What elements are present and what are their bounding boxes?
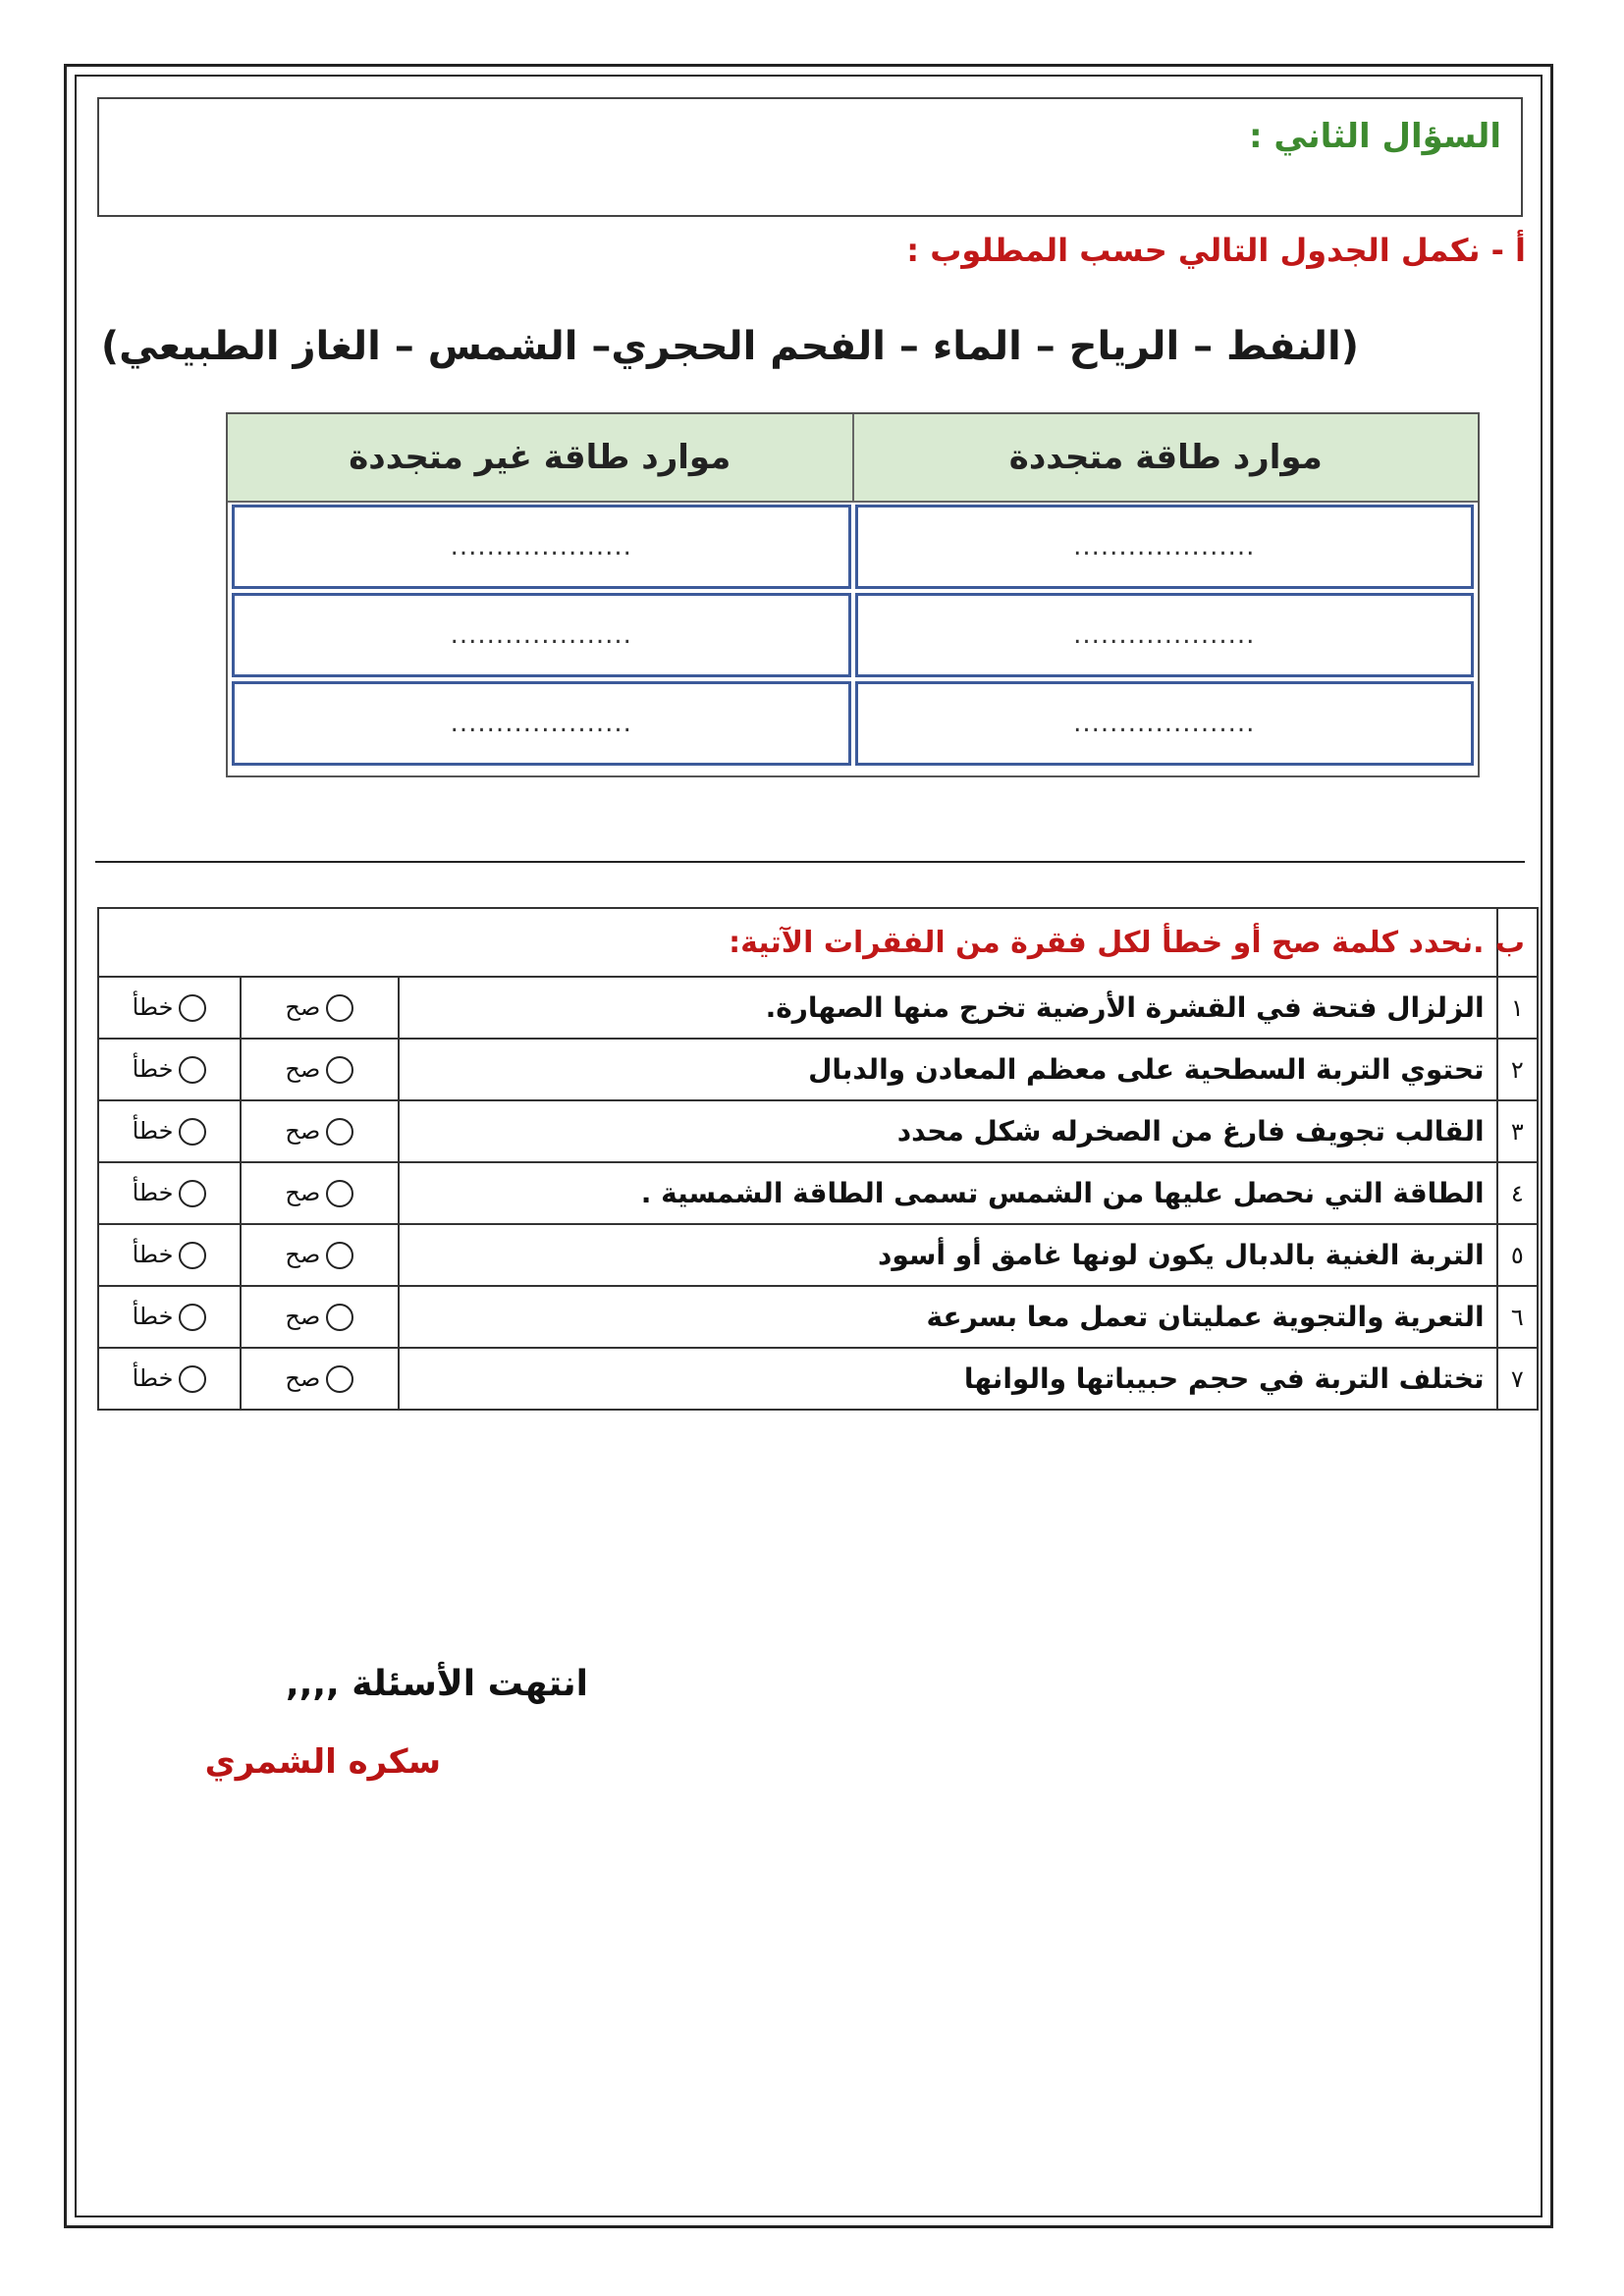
false-option[interactable] xyxy=(98,1039,241,1100)
radio-circle-icon[interactable] xyxy=(326,1118,353,1146)
true-option[interactable] xyxy=(241,1348,399,1410)
table-row xyxy=(98,1162,1538,1224)
answer-cell-renewable[interactable]: .................... xyxy=(855,505,1475,589)
item-statement: التربة الغنية بالدبال يكون لونها غامق أو أسود xyxy=(399,1224,1497,1286)
end-of-questions: انتهت الأسئلة ,,,, xyxy=(286,1664,588,1704)
item-number: ١ xyxy=(1497,977,1538,1039)
radio-circle-icon[interactable] xyxy=(179,1056,206,1084)
item-statement: تحتوي التربة السطحية على معظم المعادن والدبال xyxy=(399,1039,1497,1100)
table-row xyxy=(98,1348,1538,1410)
section-divider xyxy=(95,861,1525,863)
table-row xyxy=(98,977,1538,1039)
false-label: خطأ xyxy=(132,1055,174,1083)
false-label: خطأ xyxy=(132,1364,174,1392)
part-b-instruction: .نحدد كلمة صح أو خطأ لكل فقرة من الفقرات الآتية: xyxy=(98,908,1497,977)
energy-resources-table xyxy=(226,412,1480,777)
question-header-box xyxy=(97,97,1523,217)
table-row xyxy=(98,1286,1538,1348)
answer-cell-nonrenewable[interactable]: .................... xyxy=(232,505,851,589)
item-statement: الطاقة التي نحصل عليها من الشمس تسمى الطاقة الشمسية . xyxy=(399,1162,1497,1224)
table-row xyxy=(98,1224,1538,1286)
true-option[interactable] xyxy=(241,1224,399,1286)
radio-circle-icon[interactable] xyxy=(179,1365,206,1393)
false-option[interactable] xyxy=(98,1224,241,1286)
radio-circle-icon[interactable] xyxy=(326,1365,353,1393)
true-option[interactable] xyxy=(241,1039,399,1100)
item-statement: التعرية والتجوية عمليتان تعمل معا بسرعة xyxy=(399,1286,1497,1348)
item-number: ٤ xyxy=(1497,1162,1538,1224)
true-label: صح xyxy=(285,1179,321,1206)
item-number: ٧ xyxy=(1497,1348,1538,1410)
question-title: السؤال الثاني : xyxy=(1249,117,1501,156)
true-option[interactable] xyxy=(241,977,399,1039)
false-option[interactable] xyxy=(98,1100,241,1162)
energy-table-header xyxy=(228,414,1478,503)
answer-cell-renewable[interactable]: .................... xyxy=(855,681,1475,766)
radio-circle-icon[interactable] xyxy=(179,994,206,1022)
false-label: خطأ xyxy=(132,1179,174,1206)
true-label: صح xyxy=(285,1117,321,1145)
true-label: صح xyxy=(285,1364,321,1392)
false-label: خطأ xyxy=(132,1117,174,1145)
radio-circle-icon[interactable] xyxy=(326,1242,353,1269)
true-label: صح xyxy=(285,1303,321,1330)
radio-circle-icon[interactable] xyxy=(179,1242,206,1269)
answer-cell-renewable[interactable]: .................... xyxy=(855,593,1475,677)
true-label: صح xyxy=(285,1241,321,1268)
true-option[interactable] xyxy=(241,1100,399,1162)
part-a-instruction: أ - نكمل الجدول التالي حسب المطلوب : xyxy=(906,232,1526,269)
item-number: ٥ xyxy=(1497,1224,1538,1286)
author-name: سكره الشمري xyxy=(204,1742,441,1782)
false-label: خطأ xyxy=(132,1241,174,1268)
false-option[interactable] xyxy=(98,977,241,1039)
part-b-label: ب xyxy=(1497,908,1538,977)
false-option[interactable] xyxy=(98,1162,241,1224)
header-nonrenewable: موارد طاقة غير متجددة xyxy=(349,438,731,477)
item-number: ٣ xyxy=(1497,1100,1538,1162)
energy-table-row xyxy=(228,679,1478,768)
item-number: ٦ xyxy=(1497,1286,1538,1348)
word-bank: (النفط – الرياح – الماء – الفحم الحجري– الشمس – الغاز الطبيعي) xyxy=(100,324,1359,369)
true-label: صح xyxy=(285,993,321,1021)
item-number: ٢ xyxy=(1497,1039,1538,1100)
answer-cell-nonrenewable[interactable]: .................... xyxy=(232,593,851,677)
false-label: خطأ xyxy=(132,1303,174,1330)
radio-circle-icon[interactable] xyxy=(179,1118,206,1146)
radio-circle-icon[interactable] xyxy=(326,994,353,1022)
false-option[interactable] xyxy=(98,1286,241,1348)
item-statement: القالب تجويف فارغ من الصخرله شكل محدد xyxy=(399,1100,1497,1162)
true-false-header-row xyxy=(98,908,1538,977)
header-renewable: موارد طاقة متجددة xyxy=(852,414,1479,501)
true-label: صح xyxy=(285,1055,321,1083)
radio-circle-icon[interactable] xyxy=(326,1180,353,1207)
answer-cell-nonrenewable[interactable]: .................... xyxy=(232,681,851,766)
false-option[interactable] xyxy=(98,1348,241,1410)
true-option[interactable] xyxy=(241,1286,399,1348)
table-row xyxy=(98,1100,1538,1162)
energy-table-row xyxy=(228,591,1478,679)
false-label: خطأ xyxy=(132,993,174,1021)
table-row xyxy=(98,1039,1538,1100)
radio-circle-icon[interactable] xyxy=(179,1304,206,1331)
true-false-table xyxy=(97,907,1539,1411)
radio-circle-icon[interactable] xyxy=(326,1056,353,1084)
radio-circle-icon[interactable] xyxy=(179,1180,206,1207)
item-statement: تختلف التربة في حجم حبيباتها والوانها xyxy=(399,1348,1497,1410)
true-option[interactable] xyxy=(241,1162,399,1224)
item-statement: الزلزال فتحة في القشرة الأرضية تخرج منها الصهارة. xyxy=(399,977,1497,1039)
energy-table-row xyxy=(228,503,1478,591)
radio-circle-icon[interactable] xyxy=(326,1304,353,1331)
